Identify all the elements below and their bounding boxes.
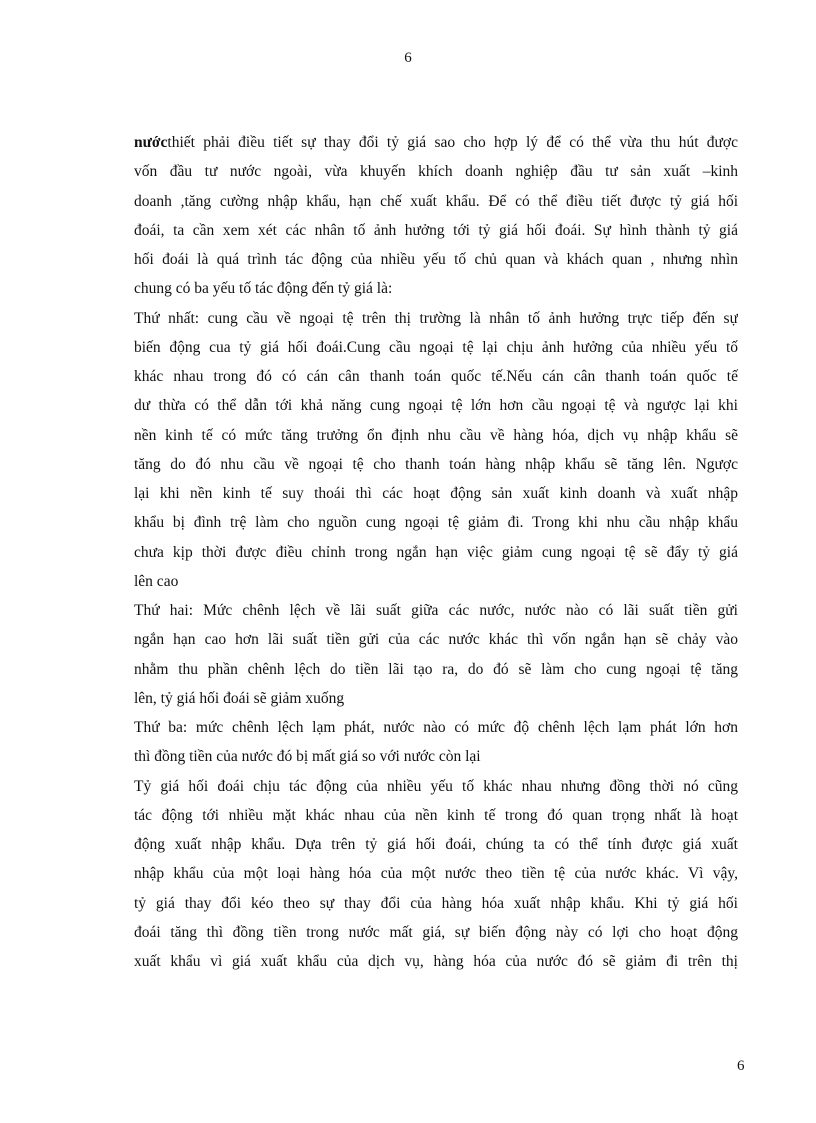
text-line [134, 538, 738, 567]
text-line [134, 157, 738, 186]
text-line [134, 596, 738, 625]
text-line-content: tỷ giá thay đổi kéo theo sự thay đổi của hàng hóa xuất nhập khẩu. Khi tỷ giá hối [134, 894, 738, 912]
text-line [134, 772, 738, 801]
text-line-content: chưa kịp thời được điều chỉnh trong ngắn hạn việc giảm cung ngoại tệ sẽ đẩy tỷ giá [134, 543, 738, 561]
text-line [134, 274, 738, 303]
text-line-content: nhằm thu phần chênh lệch do tiền lãi tạo ra, do đó sẽ làm cho cung ngoại tệ tăng [134, 660, 738, 678]
text-line [134, 801, 738, 830]
text-line-content: hối đoái là quá trình tác động của nhiều yếu tố chủ quan và khách quan , nhưng nhìn [134, 251, 738, 268]
text-line [134, 216, 738, 245]
text-line-content: biến động cua tỷ giá hối đoái.Cung cầu ngoại tệ lại chịu ảnh hưởng của nhiều yếu tố [134, 338, 738, 356]
text-line [134, 889, 738, 918]
text-line [134, 450, 738, 479]
text-line-content: tác động tới nhiều mặt khác nhau của nền kinh tế trong đó quan trọng nhất là hoạt [134, 806, 738, 824]
text-line [134, 859, 738, 888]
text-line [134, 830, 738, 859]
text-line [134, 655, 738, 684]
text-line-content: Thứ nhất: cung cầu về ngoại tệ trên thị trường là nhân tố ảnh hưởng trực tiếp đến sự [134, 309, 738, 327]
document-body [134, 128, 738, 976]
text-line [134, 187, 738, 216]
text-line-content: lên cao [134, 572, 179, 590]
text-line-content: Tỷ giá hối đoái chịu tác động của nhiều yếu tố khác nhau nhưng đồng thời nó cũng [134, 777, 738, 795]
text-line [134, 508, 738, 537]
text-line [134, 947, 738, 976]
text-line [134, 625, 738, 654]
text-line-content: vốn đầu tư nước ngoài, vừa khuyến khích doanh nghiệp đầu tư sản xuất –kinh [134, 163, 738, 181]
text-line [134, 918, 738, 947]
text-line-content: Thứ ba: mức chênh lệch lạm phát, nước nào có mức độ chênh lệch lạm phát lớn hơn [134, 719, 738, 736]
text-line-content: doanh ,tăng cường nhập khẩu, hạn chế xuất khẩu. Để có thể điều tiết được tỷ giá hối [134, 192, 738, 210]
text-line [134, 421, 738, 450]
text-line-content: lên, tỷ giá hối đoái sẽ giảm xuống [134, 689, 345, 707]
text-line [134, 304, 738, 333]
footer-page-number: 6 [737, 1058, 745, 1074]
text-line-content: ngắn hạn cao hơn lãi suất tiền gửi của các nước khác thì vốn ngắn hạn sẽ chảy vào [134, 631, 738, 649]
text-line-content: khẩu bị đình trệ làm cho nguồn cung ngoại tệ giảm đi. Trong khi nhu cầu nhập khẩu [134, 514, 738, 532]
text-line-content: nền kinh tế có mức tăng trưởng ổn định nhu cầu về hàng hóa, dịch vụ nhập khẩu sẽ [134, 426, 738, 444]
text-line-content: đoái, ta cần xem xét các nhân tố ảnh hưởng tới tỷ giá hối đoái. Sự hình thành tỷ giá [134, 221, 738, 239]
text-line-content: nhập khẩu của một loại hàng hóa của một nước theo tiền tệ của nước khác. Vì vậy, [134, 865, 738, 883]
text-line-content: đoái tăng thì đồng tiền trong nước mất giá, sự biến động này có lợi cho hoạt động [134, 923, 738, 941]
text-line-content: chung có ba yếu tố tác động đến tỷ giá là: [134, 280, 393, 298]
bold-lead-word: nước [134, 134, 168, 151]
text-line [134, 479, 738, 508]
text-line [134, 333, 738, 362]
text-line [134, 391, 738, 420]
text-line [134, 362, 738, 391]
text-line-content: dư thừa có thể dẫn tới khả năng cung ngoại tệ lớn hơn cầu ngoại tệ và ngược lại khi [134, 397, 738, 415]
text-line-content: khác nhau trong đó có cán cân thanh toán quốc tế.Nếu cán cân thanh toán quốc tế [134, 368, 738, 385]
text-line-content: lại khi nền kinh tế suy thoái thì các hoạt động sản xuất kinh doanh và xuất nhập [134, 485, 738, 502]
text-line-content: tăng do đó nhu cầu về ngoại tệ cho thanh toán hàng nhập khẩu sẽ tăng lên. Ngược [134, 455, 738, 473]
text-line [134, 684, 738, 713]
text-line [134, 567, 738, 596]
header-page-number: 6 [404, 50, 412, 66]
text-line [134, 713, 738, 742]
text-line [134, 742, 738, 771]
text-line [134, 128, 738, 157]
text-line-content: Thứ hai: Mức chênh lệch về lãi suất giữa các nước, nước nào có lãi suất tiền gửi [134, 602, 738, 619]
text-line-content: động xuất nhập khẩu. Dựa trên tỷ giá hối đoái, chúng ta có thể tính được giá xuất [134, 836, 738, 853]
text-line-content: xuất khẩu vì giá xuất khẩu của dịch vụ, hàng hóa của nước đó sẽ giảm đi trên thị [134, 953, 738, 970]
text-line-content: thiết phải điều tiết sự thay đổi tỷ giá sao cho hợp lý để có thể vừa thu hút được [167, 134, 738, 151]
text-line [134, 245, 738, 274]
text-line-content: thì đồng tiền của nước đó bị mất giá so với nước còn lại [134, 748, 481, 766]
